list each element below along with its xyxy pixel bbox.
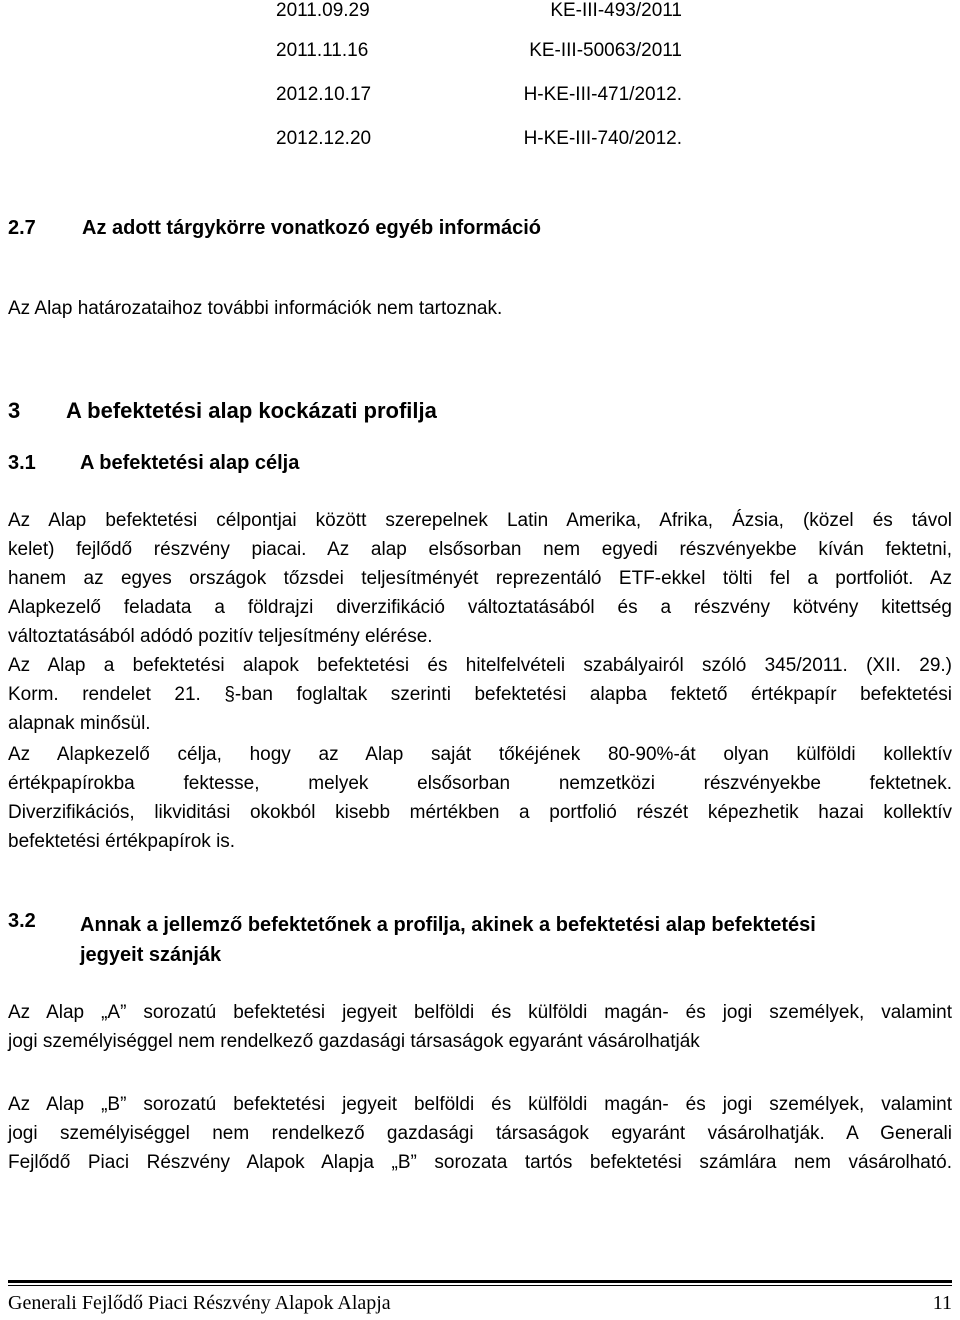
section-2-7-number: 2.7	[8, 217, 36, 239]
registration-number-3: H-KE-III-471/2012.	[523, 84, 682, 105]
section-2-7-text: Az Alap határozataihoz további információk nem tartoznak.	[8, 298, 503, 319]
text-line: Korm. rendelet 21. §-ban foglaltak szerinti befektetési alapba fektető értékpapír befektetési	[8, 684, 952, 705]
section-3-2-title-line-2: jegyeit szánják	[80, 944, 222, 966]
section-3-1-title: A befektetési alap célja	[80, 452, 300, 474]
text-line: kelet) fejlődő részvény piacai. Az alap elsősorban nem egyedi részvényekbe kíván fektetni,	[8, 539, 952, 560]
section-2-7-title: Az adott tárgykörre vonatkozó egyéb információ	[82, 217, 541, 239]
text-line: befektetési értékpapírok is.	[8, 831, 236, 852]
section-3-1-paragraph-2	[8, 651, 952, 738]
text-line: jogi személyiséggel nem rendelkező gazdasági társaságok egyaránt vásárolhatják. A Generali	[8, 1123, 952, 1144]
text-line: Fejlődő Piaci Részvény Alapok Alapja „B” sorozata tartós befektetési számlára nem vásárolható.	[8, 1152, 952, 1173]
section-3-2-title	[80, 910, 952, 970]
text-line: Diverzifikációs, likviditási okokból kisebb mértékben a portfolió részét képezhetik hazai kollektív	[8, 802, 952, 823]
text-line: változtatásából adódó pozitív teljesítmény elérése.	[8, 626, 433, 647]
section-3-1-number: 3.1	[8, 452, 36, 474]
section-3-2-paragraph-1	[8, 998, 952, 1056]
registration-number-2: KE-III-50063/2011	[529, 40, 682, 61]
section-3-2-title-line-1: Annak a jellemző befektetőnek a profilja, akinek a befektetési alap befektetési	[80, 914, 816, 936]
section-3-1-paragraph-3	[8, 740, 952, 856]
registration-number-4: H-KE-III-740/2012.	[523, 128, 682, 149]
text-line: jogi személyiséggel nem rendelkező gazdasági társaságok egyaránt vásárolhatják	[8, 1031, 700, 1052]
footer-title: Generali Fejlődő Piaci Részvény Alapok Alapja	[8, 1292, 391, 1314]
text-line: Az Alap befektetési célpontjai között szerepelnek Latin Amerika, Afrika, Ázsia, (közel és távol	[8, 510, 952, 531]
text-line: Alapkezelő feladata a földrajzi diverzifikáció változtatásából és a részvény kötvény kitettség	[8, 597, 952, 618]
section-3-title: A befektetési alap kockázati profilja	[66, 398, 437, 423]
registration-date-1: 2011.09.29	[276, 0, 370, 21]
text-line: alapnak minősül.	[8, 713, 151, 734]
section-3-2-number: 3.2	[8, 910, 36, 932]
text-line: Az Alap „A” sorozatú befektetési jegyeit belföldi és külföldi magán- és jogi személyek, valamint	[8, 1002, 952, 1023]
text-line: értékpapírokba fektesse, melyek elsősorban nemzetközi részvényekbe fektetnek.	[8, 773, 952, 794]
registration-date-2: 2011.11.16	[276, 40, 369, 61]
section-3-2-paragraph-2	[8, 1090, 952, 1177]
text-line: Az Alap a befektetési alapok befektetési és hitelfelvételi szabályairól szóló 345/2011. (XII. 29.)	[8, 655, 952, 676]
registration-number-1: KE-III-493/2011	[550, 0, 682, 21]
section-3-number: 3	[8, 398, 21, 423]
footer-rule-thin	[8, 1285, 952, 1286]
footer-page-number: 11	[932, 1292, 952, 1314]
footer-rule	[8, 1280, 952, 1283]
text-line: Az Alap „B” sorozatú befektetési jegyeit belföldi és külföldi magán- és jogi személyek, valamint	[8, 1094, 952, 1115]
section-3-1-paragraph-1	[8, 506, 952, 651]
text-line: Az Alapkezelő célja, hogy az Alap saját tőkéjének 80-90%-át olyan külföldi kollektív	[8, 744, 952, 765]
registration-date-4: 2012.12.20	[276, 128, 372, 149]
text-line: hanem az egyes országok tőzsdei teljesítményét reprezentáló ETF-ekkel tölti fel a portfoliót. Az	[8, 568, 952, 589]
registration-date-3: 2012.10.17	[276, 84, 372, 105]
